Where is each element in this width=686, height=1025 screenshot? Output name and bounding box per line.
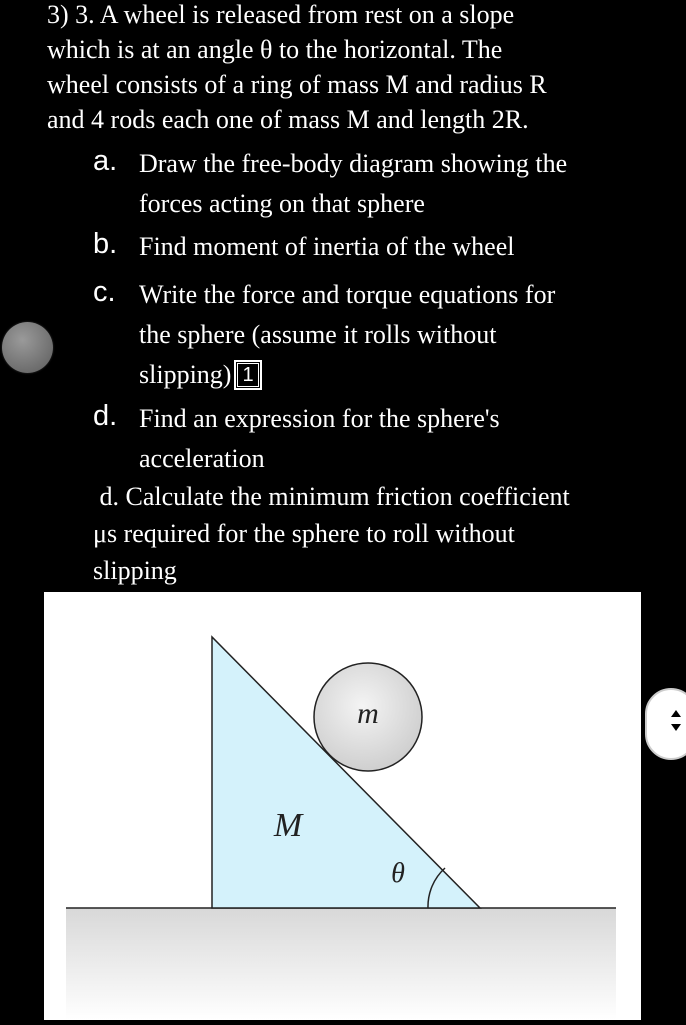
arrow-down-icon[interactable] (671, 724, 681, 731)
part-line: d. Calculate the minimum friction coefficient (93, 482, 570, 511)
incline-diagram (44, 592, 641, 1020)
part-d-friction (93, 478, 570, 589)
block-label: M (273, 807, 303, 844)
part-letter: b. (93, 228, 118, 260)
part-letter: d. (93, 400, 118, 432)
question-intro (47, 0, 547, 137)
arrow-up-icon[interactable] (671, 710, 681, 717)
footnote-marker[interactable]: 1 (237, 363, 258, 387)
incline-figure (44, 592, 641, 1020)
part-line: Find an expression for the sphere's (139, 404, 500, 433)
intro-line: and 4 rods each one of mass M and length 2R. (47, 105, 529, 134)
floor-shading (66, 908, 616, 1020)
part-line: μs required for the sphere to roll without (93, 519, 515, 548)
part-line: Write the force and torque equations for (139, 280, 556, 309)
part-line: Draw the free-body diagram showing the (139, 149, 568, 178)
angle-label: θ (391, 858, 405, 889)
part-line: slipping (93, 556, 177, 585)
intro-line: 3) 3. A wheel is released from rest on a slope (47, 0, 515, 29)
page-nav-toggle[interactable] (645, 688, 686, 760)
part-line: slipping) (139, 360, 232, 389)
part-line: acceleration (139, 444, 265, 473)
part-line: Find moment of inertia of the wheel (139, 232, 515, 261)
part-line: forces acting on that sphere (139, 189, 425, 218)
part-letter: a. (93, 145, 118, 177)
part-letter: c. (93, 276, 116, 308)
intro-line: which is at an angle θ to the horizontal. The (47, 35, 503, 64)
sphere-label: m (357, 697, 379, 730)
intro-line: wheel consists of a ring of mass M and radius R (47, 70, 547, 99)
floating-circle-button[interactable] (2, 322, 53, 373)
part-line: the sphere (assume it rolls without (139, 320, 497, 349)
